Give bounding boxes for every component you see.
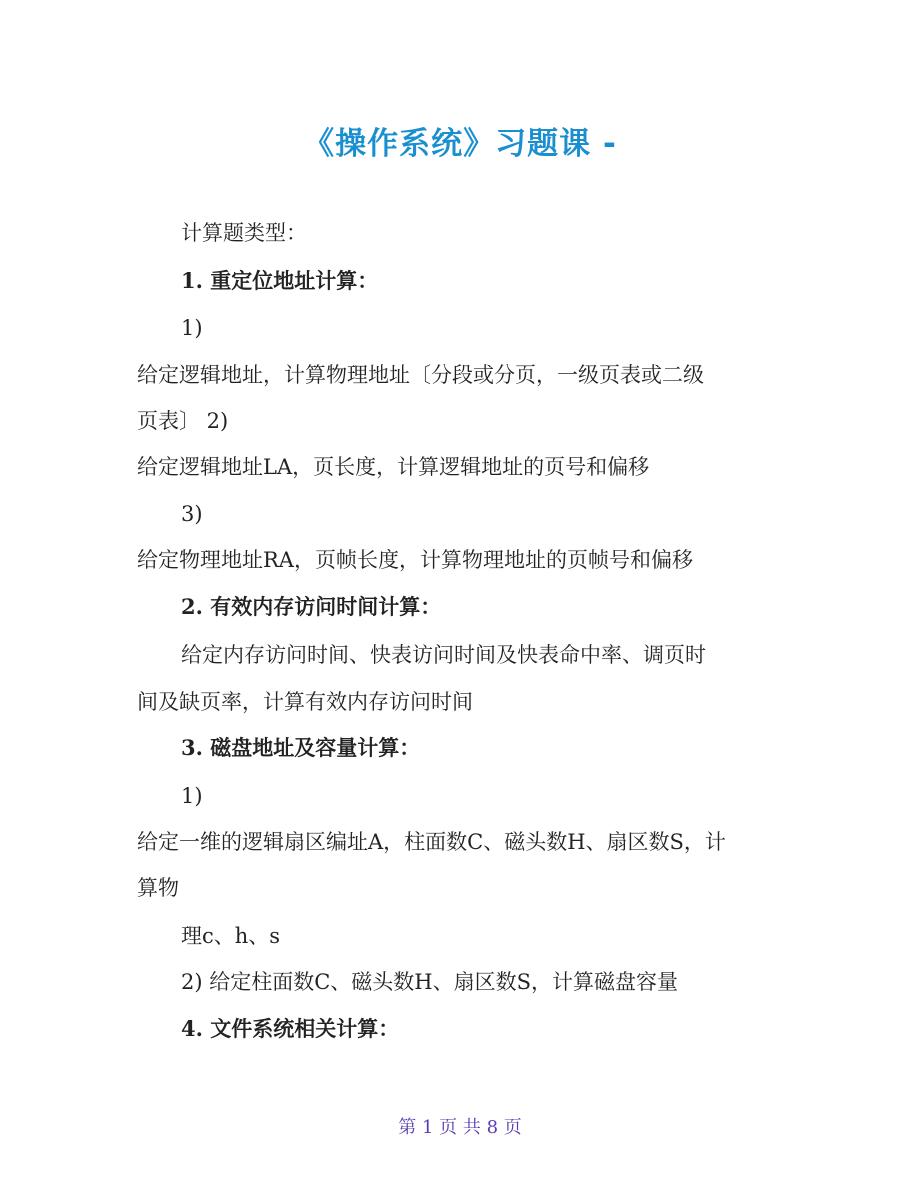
paragraph-line: 给定逻辑地址，计算物理地址〔分段或分页，一级页表或二级 <box>137 363 704 387</box>
heading-memory-access: 2. 有效内存访问时间计算： <box>181 594 442 619</box>
heading-filesystem: 4. 文件系统相关计算： <box>181 1016 400 1041</box>
item-number: 1) <box>181 316 203 340</box>
paragraph-line: 给定物理地址RA，页帧长度，计算物理地址的页帧号和偏移 <box>137 548 693 572</box>
paragraph-line: 理c、h、s <box>181 924 281 948</box>
section-intro: 计算题类型： <box>181 221 307 245</box>
item-number: 3) <box>181 502 203 526</box>
page-title: 《操作系统》习题课 - <box>303 126 617 162</box>
item-number: 1) <box>181 784 203 808</box>
paragraph-line: 给定一维的逻辑扇区编址A，柱面数C、磁头数H、扇区数S，计 <box>137 830 726 854</box>
paragraph-line: 给定逻辑地址LA，页长度，计算逻辑地址的页号和偏移 <box>137 455 650 479</box>
paragraph-line: 页表〕 2) <box>137 409 229 433</box>
heading-disk: 3. 磁盘地址及容量计算： <box>181 735 421 760</box>
paragraph-line: 间及缺页率，计算有效内存访问时间 <box>137 690 473 714</box>
paragraph-line: 2) 给定柱面数C、磁头数H、扇区数S，计算磁盘容量 <box>181 970 678 994</box>
paragraph-line: 算物 <box>137 876 179 900</box>
heading-relocation: 1. 重定位地址计算： <box>181 268 379 293</box>
paragraph-line: 给定内存访问时间、快表访问时间及快表命中率、调页时 <box>181 643 706 667</box>
page-footer: 第 1 页 共 8 页 <box>398 1117 522 1138</box>
